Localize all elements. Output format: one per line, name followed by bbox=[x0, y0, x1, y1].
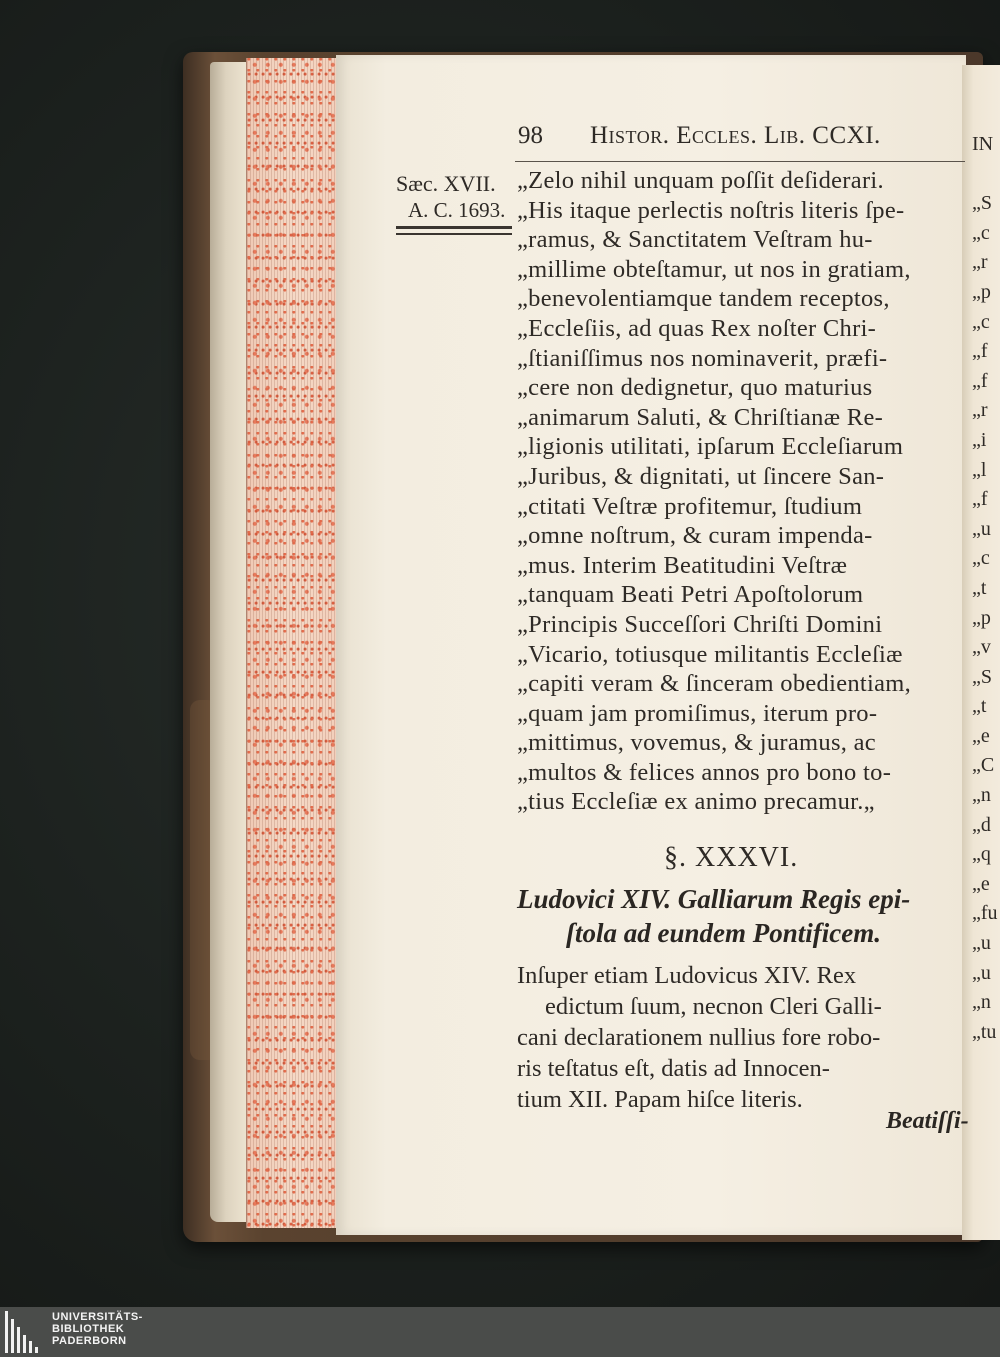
margin-note-year: A. C. 1693. bbox=[408, 198, 506, 222]
text-line: „Principis Succeſſori Chriſti Domini bbox=[517, 610, 883, 638]
fragment: „tu bbox=[972, 1020, 997, 1043]
text-line: „tanquam Beati Petri Apoſtolorum bbox=[517, 581, 864, 609]
fragment: „c bbox=[972, 547, 990, 570]
text-line: „millime obteſtamur, ut nos in gratiam, bbox=[517, 255, 911, 283]
fragment: „t bbox=[972, 695, 987, 718]
text-line: „mittimus, vovemus, & juramus, ac bbox=[517, 729, 876, 757]
text-line: Inſuper etiam Ludovicus XIV. Rex bbox=[517, 962, 857, 989]
fragment: „fu bbox=[972, 902, 998, 925]
text-line: cani declarationem nullius fore robo- bbox=[517, 1024, 881, 1051]
text-line: „tius Eccleſiæ ex animo precamur.„ bbox=[517, 788, 875, 816]
section-number: §. XXXVI. bbox=[664, 842, 799, 873]
text-line: „cere non dedignetur, quo maturius bbox=[517, 374, 873, 402]
fragment: „f bbox=[972, 340, 988, 363]
catchword: Beatiſſi- bbox=[886, 1108, 969, 1134]
fragment: „e bbox=[972, 872, 990, 895]
fragment: „n bbox=[972, 784, 991, 807]
fragment: „u bbox=[972, 517, 991, 540]
library-name-line: UNIVERSITÄTS- bbox=[52, 1311, 143, 1323]
fragment: IN bbox=[972, 133, 994, 155]
library-name-line: PADERBORN bbox=[52, 1335, 127, 1347]
fragment: „i bbox=[972, 428, 987, 451]
margin-rule bbox=[396, 226, 512, 229]
fragment: „S bbox=[972, 192, 992, 215]
fragment: „n bbox=[972, 991, 991, 1014]
footer-bar bbox=[0, 1307, 1000, 1357]
text-line: ris teſtatus eſt, datis ad Innocen- bbox=[517, 1055, 830, 1082]
text-line: „Juribus, & dignitati, ut ſincere San- bbox=[517, 462, 885, 490]
text-line: „ctitati Veſtræ profitemur, ſtudium bbox=[517, 492, 863, 520]
margin-note-saeculum: Sæc. XVII. bbox=[396, 171, 496, 196]
fragment: „q bbox=[972, 843, 991, 866]
fragment: „f bbox=[972, 488, 988, 511]
text-line: „ligionis utilitati, ipſarum Eccleſiarum bbox=[517, 433, 904, 461]
fragment: „r bbox=[972, 251, 988, 274]
fragment: „S bbox=[972, 665, 992, 688]
book-leaves bbox=[210, 62, 250, 1222]
text-line: „benevolentiamque tandem receptos, bbox=[517, 285, 890, 313]
fragment bbox=[972, 160, 1000, 190]
paragraph bbox=[517, 960, 962, 1115]
library-name bbox=[52, 1311, 143, 1347]
running-title: Histor. Eccles. Lib. CCXI. bbox=[590, 122, 881, 149]
body-text bbox=[517, 166, 962, 817]
library-logo-icon bbox=[5, 1311, 43, 1353]
fragment: „p bbox=[972, 280, 991, 303]
text-line: „Zelo nihil unquam poſſit deſiderari. bbox=[517, 167, 884, 194]
fragment: „C bbox=[972, 754, 995, 777]
fragment: „c bbox=[972, 310, 990, 333]
fragment: „f bbox=[972, 369, 988, 392]
text-line: „omne noſtrum, & curam impenda- bbox=[517, 522, 873, 550]
text-line: „capiti veram & ſinceram obedientiam, bbox=[517, 670, 912, 698]
fragment: „d bbox=[972, 813, 991, 836]
header-rule bbox=[515, 161, 965, 162]
fragment: „e bbox=[972, 724, 990, 747]
text-line: „Eccleſiis, ad quas Rex noſter Chri- bbox=[517, 314, 877, 342]
fragment: „v bbox=[972, 636, 991, 659]
fragment: „l bbox=[972, 458, 987, 481]
margin-rule bbox=[396, 233, 512, 235]
fragment: „t bbox=[972, 576, 987, 599]
fragment: „u bbox=[972, 961, 991, 984]
section-subtitle: Ludovici XIV. Galliarum Regis epi- bbox=[517, 884, 911, 914]
fragment: „c bbox=[972, 221, 990, 244]
fragment: „r bbox=[972, 399, 988, 422]
text-line: „Vicario, totiusque militantis Eccleſiæ bbox=[517, 640, 903, 668]
text-line: „ramus, & Sanctitatem Veſtram hu- bbox=[517, 226, 873, 254]
page-number: 98 bbox=[518, 122, 543, 149]
text-line: „ſtianiſſimus nos nominaverit, præfi- bbox=[517, 344, 888, 372]
text-line: „animarum Saluti, & Chriſtianæ Re- bbox=[517, 403, 884, 431]
fragment: „p bbox=[972, 606, 991, 629]
section-subtitle: ſtola ad eundem Pontificem. bbox=[566, 918, 881, 948]
text-line: edictum ſuum, necnon Cleri Galli- bbox=[545, 993, 882, 1020]
text-line: „multos & felices annos pro bono to- bbox=[517, 758, 892, 786]
fragment: „u bbox=[972, 932, 991, 955]
text-line: „quam jam promiſimus, iterum pro- bbox=[517, 699, 878, 727]
text-line: „His itaque perlectis noſtris literis ſpe- bbox=[517, 196, 905, 224]
library-name-line: BIBLIOTHEK bbox=[52, 1323, 125, 1335]
sprinkled-page-edge bbox=[246, 58, 343, 1228]
text-line: tium XII. Papam hiſce literis. bbox=[517, 1086, 803, 1113]
text-line: „mus. Interim Beatitudini Veſtræ bbox=[517, 551, 848, 579]
facing-page-text bbox=[972, 130, 1000, 1047]
